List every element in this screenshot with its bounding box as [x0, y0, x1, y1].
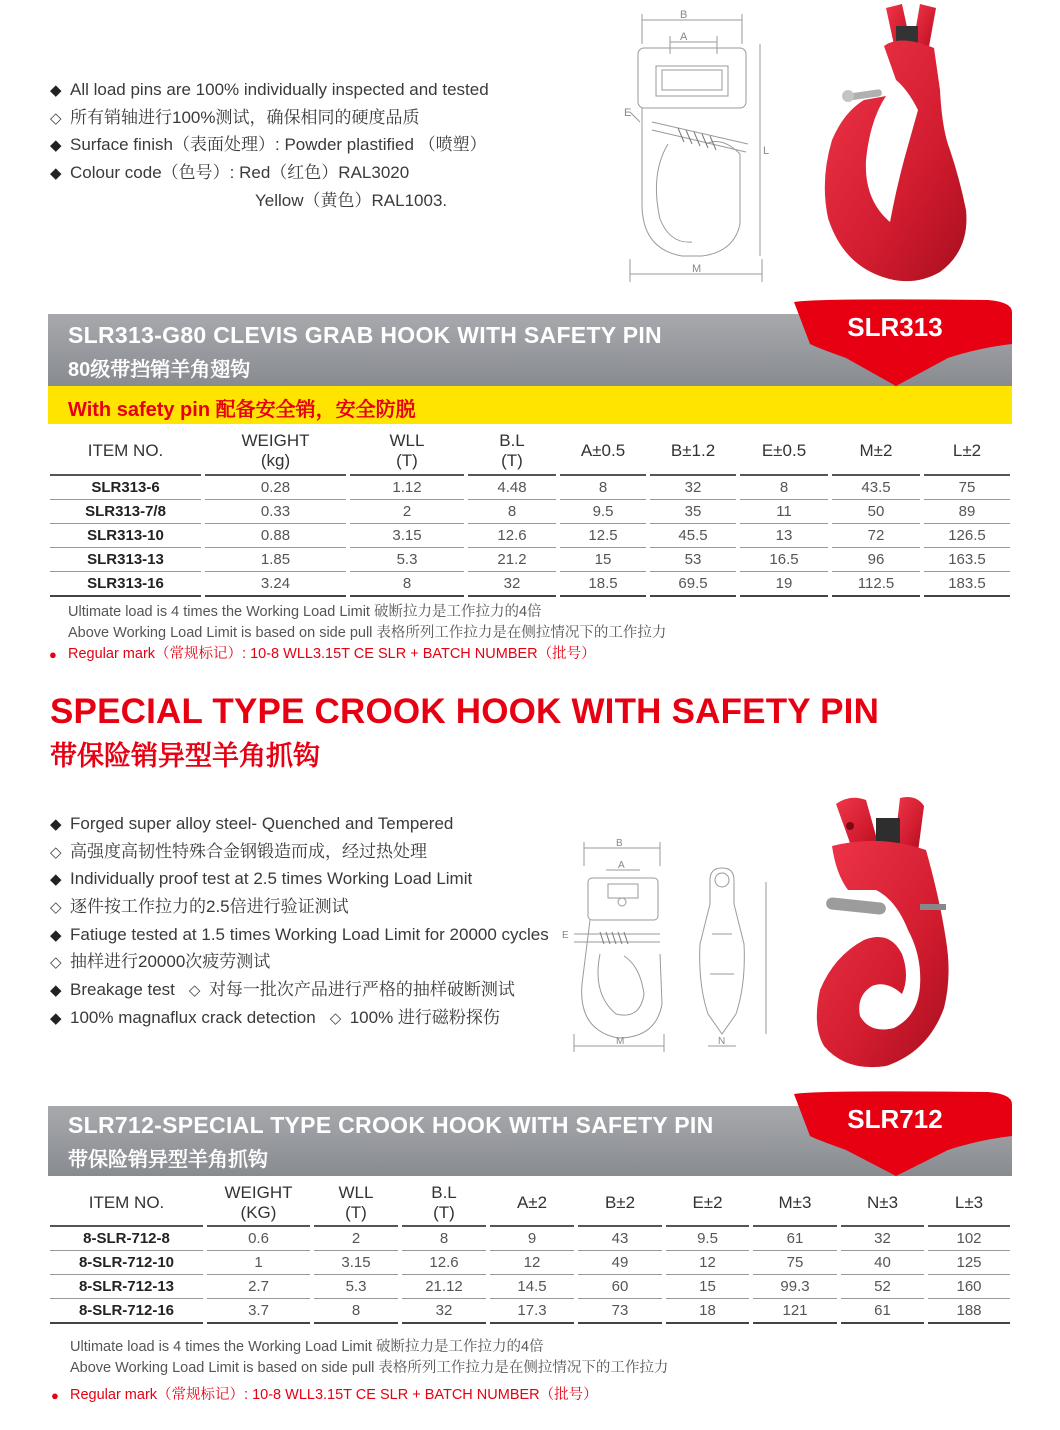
col-header: A±2 [488, 1182, 576, 1227]
dim-label-l: L [763, 145, 770, 157]
note-ultimate-load: Ultimate load is 4 times the Working Load Limit 破断拉力是工作拉力的4倍 [70, 1339, 544, 1355]
col-header: B±1.2 [648, 428, 738, 476]
dim-label-a: A [618, 860, 625, 871]
slr712-technical-drawing [560, 834, 780, 1056]
regular-mark-text: Regular mark（常规标记）: 10-8 WLL3.15T CE SLR + BATCH NUMBER（批号） [70, 1387, 598, 1403]
col-header: E±2 [664, 1182, 751, 1227]
table-row: 8-SLR-712-8 0.6 2 8 9 43 9.5 61 32 102 [48, 1227, 1012, 1251]
slr712-model-tab [778, 1090, 1012, 1178]
section2-feature-list [50, 810, 549, 1032]
model-tab-label: SLR712 [847, 1104, 943, 1134]
dim-label-a: A [680, 31, 688, 43]
feature-item: ◆ Forged super alloy steel- Quenched and Tempered [50, 814, 454, 833]
safety-pin-banner [48, 386, 1012, 424]
feature-item: ◇ 所有销轴进行100%测试，确保相同的硬度品质 [50, 107, 420, 127]
col-header: WEIGHT (kg) [203, 428, 348, 476]
dim-label-b: B [616, 838, 623, 849]
feature-item: ◇ 逐件按工作拉力的2.5倍进行验证测试 [50, 897, 349, 917]
header-title-en: SLR712-SPECIAL TYPE CROOK HOOK WITH SAFETY PIN [68, 1112, 714, 1138]
feature-item: ◆ All load pins are 100% individually inspected and tested [50, 80, 489, 99]
col-header: B.L (T) [466, 428, 558, 476]
table-row: SLR313-13 1.85 5.3 21.2 15 53 16.5 96 163.5 [48, 548, 1012, 572]
col-header: WLL (T) [312, 1182, 400, 1227]
table-row: SLR313-7/8 0.33 2 8 9.5 35 11 50 89 [48, 500, 1012, 524]
regular-mark-text: Regular mark（常规标记）: 10-8 WLL3.15T CE SLR + BATCH NUMBER（批号） [68, 646, 596, 662]
col-header: ITEM NO. [48, 1182, 205, 1227]
feature-item: ◇ 高强度高韧性特殊合金钢锻造而成，经过热处理 [50, 841, 427, 861]
col-header: L±2 [922, 428, 1012, 476]
feature-item: ◆ Individually proof test at 2.5 times Working Load Limit [50, 869, 473, 889]
dim-label-m: M [616, 1036, 625, 1047]
dim-label-e: E [562, 930, 569, 941]
note-ultimate-load: Ultimate load is 4 times the Working Load Limit 破断拉力是工作拉力的4倍 [68, 604, 542, 620]
feature-item: Yellow（黄色）RAL1003. [255, 190, 448, 210]
col-header: M±2 [830, 428, 922, 476]
bullet-dot-icon: ● [49, 647, 57, 662]
slr313-technical-drawing [622, 4, 772, 286]
col-header: B.L (T) [400, 1182, 488, 1227]
dim-label-m: M [692, 263, 702, 275]
slr313-model-tab [778, 298, 1012, 386]
dim-label-b: B [680, 9, 688, 21]
feature-item: ◇ 抽样进行20000次疲劳测试 [50, 952, 271, 972]
note-side-pull: Above Working Load Limit is based on side pull 表格所列工作拉力是在侧拉情况下的工作拉力 [68, 625, 667, 641]
slr313-hook-photo [800, 0, 1000, 288]
header-title-en: SLR313-G80 CLEVIS GRAB HOOK WITH SAFETY PIN [68, 322, 662, 348]
col-header: E±0.5 [738, 428, 830, 476]
col-header: ITEM NO. [48, 428, 203, 476]
col-header: N±3 [839, 1182, 926, 1227]
regular-mark-line [51, 1385, 668, 1406]
col-header: M±3 [751, 1182, 839, 1227]
table-row: SLR313-16 3.24 8 32 18.5 69.5 19 112.5 183.5 [48, 572, 1012, 597]
header-title-zh: 80级带挡销羊角翅钩 [68, 359, 251, 381]
table-row: SLR313-10 0.88 3.15 12.6 12.5 45.5 13 72 126.5 [48, 524, 1012, 548]
section-title-en: SPECIAL TYPE CROOK HOOK WITH SAFETY PIN [50, 692, 880, 731]
regular-mark-line [49, 644, 666, 665]
dim-label-e: E [624, 107, 632, 119]
col-header: B±2 [576, 1182, 664, 1227]
section1-feature-list [50, 76, 489, 214]
feature-item: ◆ 100% magnaflux crack detection ◇ 100% 进行磁粉探伤 [50, 1007, 500, 1027]
col-header: L±3 [926, 1182, 1012, 1227]
table-row: 8-SLR-712-13 2.7 5.3 21.12 14.5 60 15 99.3 52 160 [48, 1275, 1012, 1299]
feature-item: ◆ Breakage test ◇ 对每一批次产品进行严格的抽样破断测试 [50, 980, 515, 1000]
col-header: A±0.5 [558, 428, 648, 476]
table-header-row [48, 428, 1012, 476]
table-header-row [48, 1182, 1012, 1227]
banner-text: With safety pin 配备安全销，安全防脱 [68, 399, 416, 421]
col-header: WLL (T) [348, 428, 466, 476]
slr313-spec-table [48, 428, 1012, 597]
header-title-zh: 带保险销异型羊角抓钩 [68, 1149, 268, 1171]
slr712-hook-photo [790, 790, 1010, 1085]
slr313-notes [49, 602, 667, 665]
feature-item: ◆ Colour code（色号）: Red（红色）RAL3020 [50, 163, 410, 183]
slr712-spec-table [48, 1182, 1012, 1324]
slr712-notes [51, 1337, 669, 1406]
feature-item: ◆ Surface finish（表面处理）: Powder plastified （喷塑） [50, 135, 487, 155]
table-row: SLR313-6 0.28 1.12 4.48 8 32 8 43.5 75 [48, 476, 1012, 500]
dim-label-n: N [718, 1036, 726, 1047]
section-title-zh: 带保险销异型羊角抓钩 [50, 741, 320, 771]
bullet-dot-icon: ● [51, 1388, 59, 1403]
table-row: 8-SLR-712-10 1 3.15 12.6 12 49 12 75 40 125 [48, 1251, 1012, 1275]
col-header: WEIGHT (KG) [205, 1182, 312, 1227]
note-side-pull: Above Working Load Limit is based on side pull 表格所列工作拉力是在侧拉情况下的工作拉力 [70, 1360, 669, 1376]
table-row: 8-SLR-712-16 3.7 8 32 17.3 73 18 121 61 188 [48, 1299, 1012, 1324]
feature-item: ◆ Fatiuge tested at 1.5 times Working Load Limit for 20000 cycles [50, 924, 549, 944]
model-tab-label: SLR313 [847, 312, 943, 342]
